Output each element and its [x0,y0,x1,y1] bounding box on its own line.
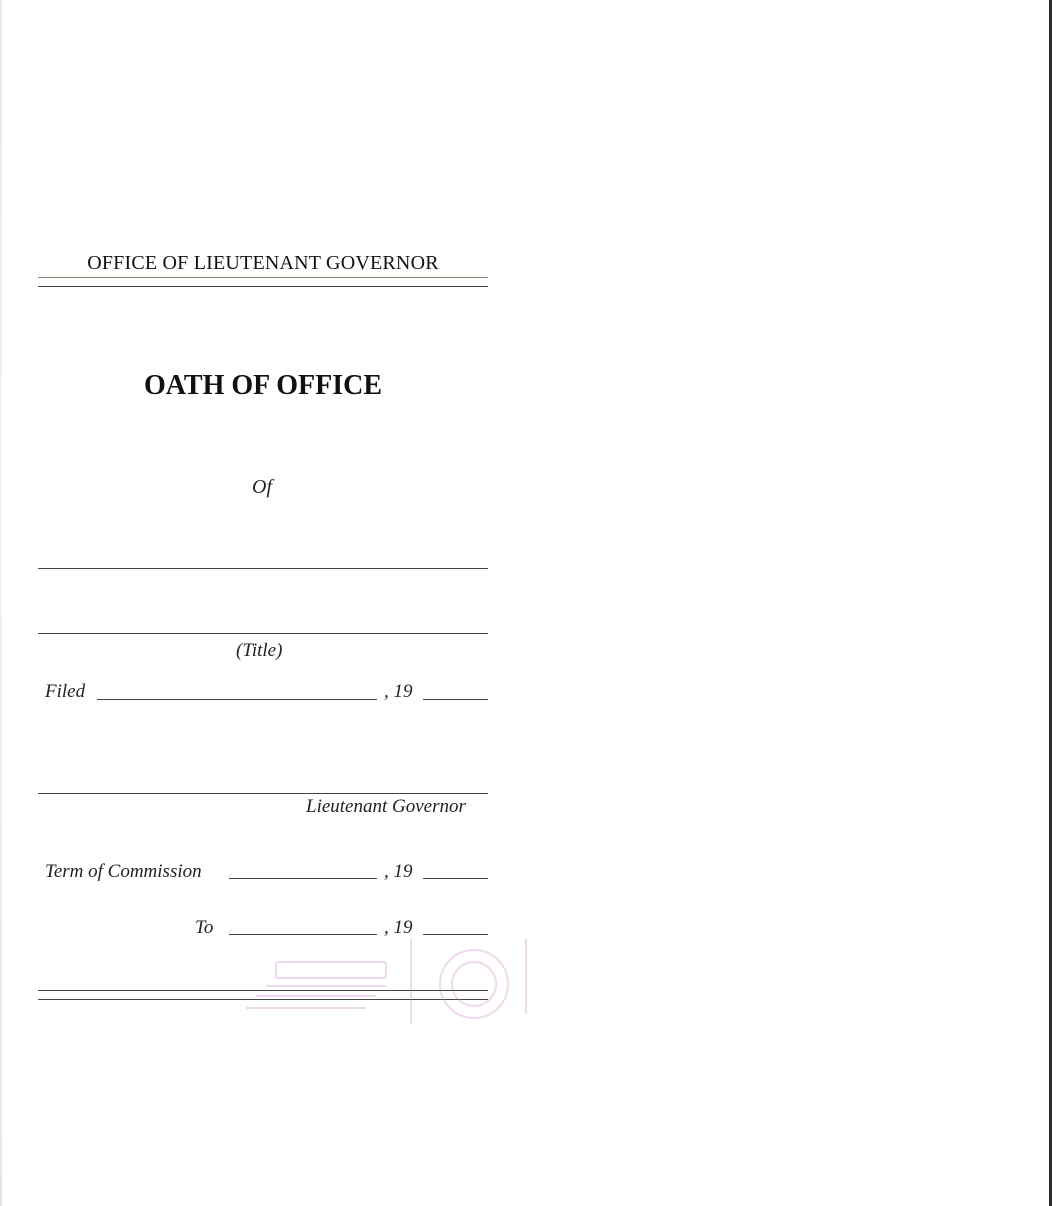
to-year-prefix: , 19 [384,917,413,938]
signature-line [38,793,488,794]
term-year-prefix: , 19 [384,861,413,882]
to-label: To [195,917,214,938]
term-date-line [229,878,377,879]
filed-year-prefix: , 19 [384,681,413,702]
page-right-edge [1049,0,1052,1206]
office-heading: OFFICE OF LIEUTENANT GOVERNOR [87,252,439,274]
page-left-edge [0,0,2,1206]
title-line [38,633,488,634]
header-rule-bottom [38,286,488,287]
name-line [38,568,488,569]
filed-year-line [423,699,488,700]
title-caption: (Title) [236,640,283,661]
term-label: Term of Commission [45,861,202,882]
faded-stamp [236,934,536,1034]
document-title: OATH OF OFFICE [144,370,382,401]
filed-date-line [97,699,377,700]
of-label: Of [252,476,272,498]
header-rule-top [38,277,488,278]
signature-caption: Lieutenant Governor [306,796,466,817]
filed-label: Filed [45,681,86,702]
term-year-line [423,878,488,879]
